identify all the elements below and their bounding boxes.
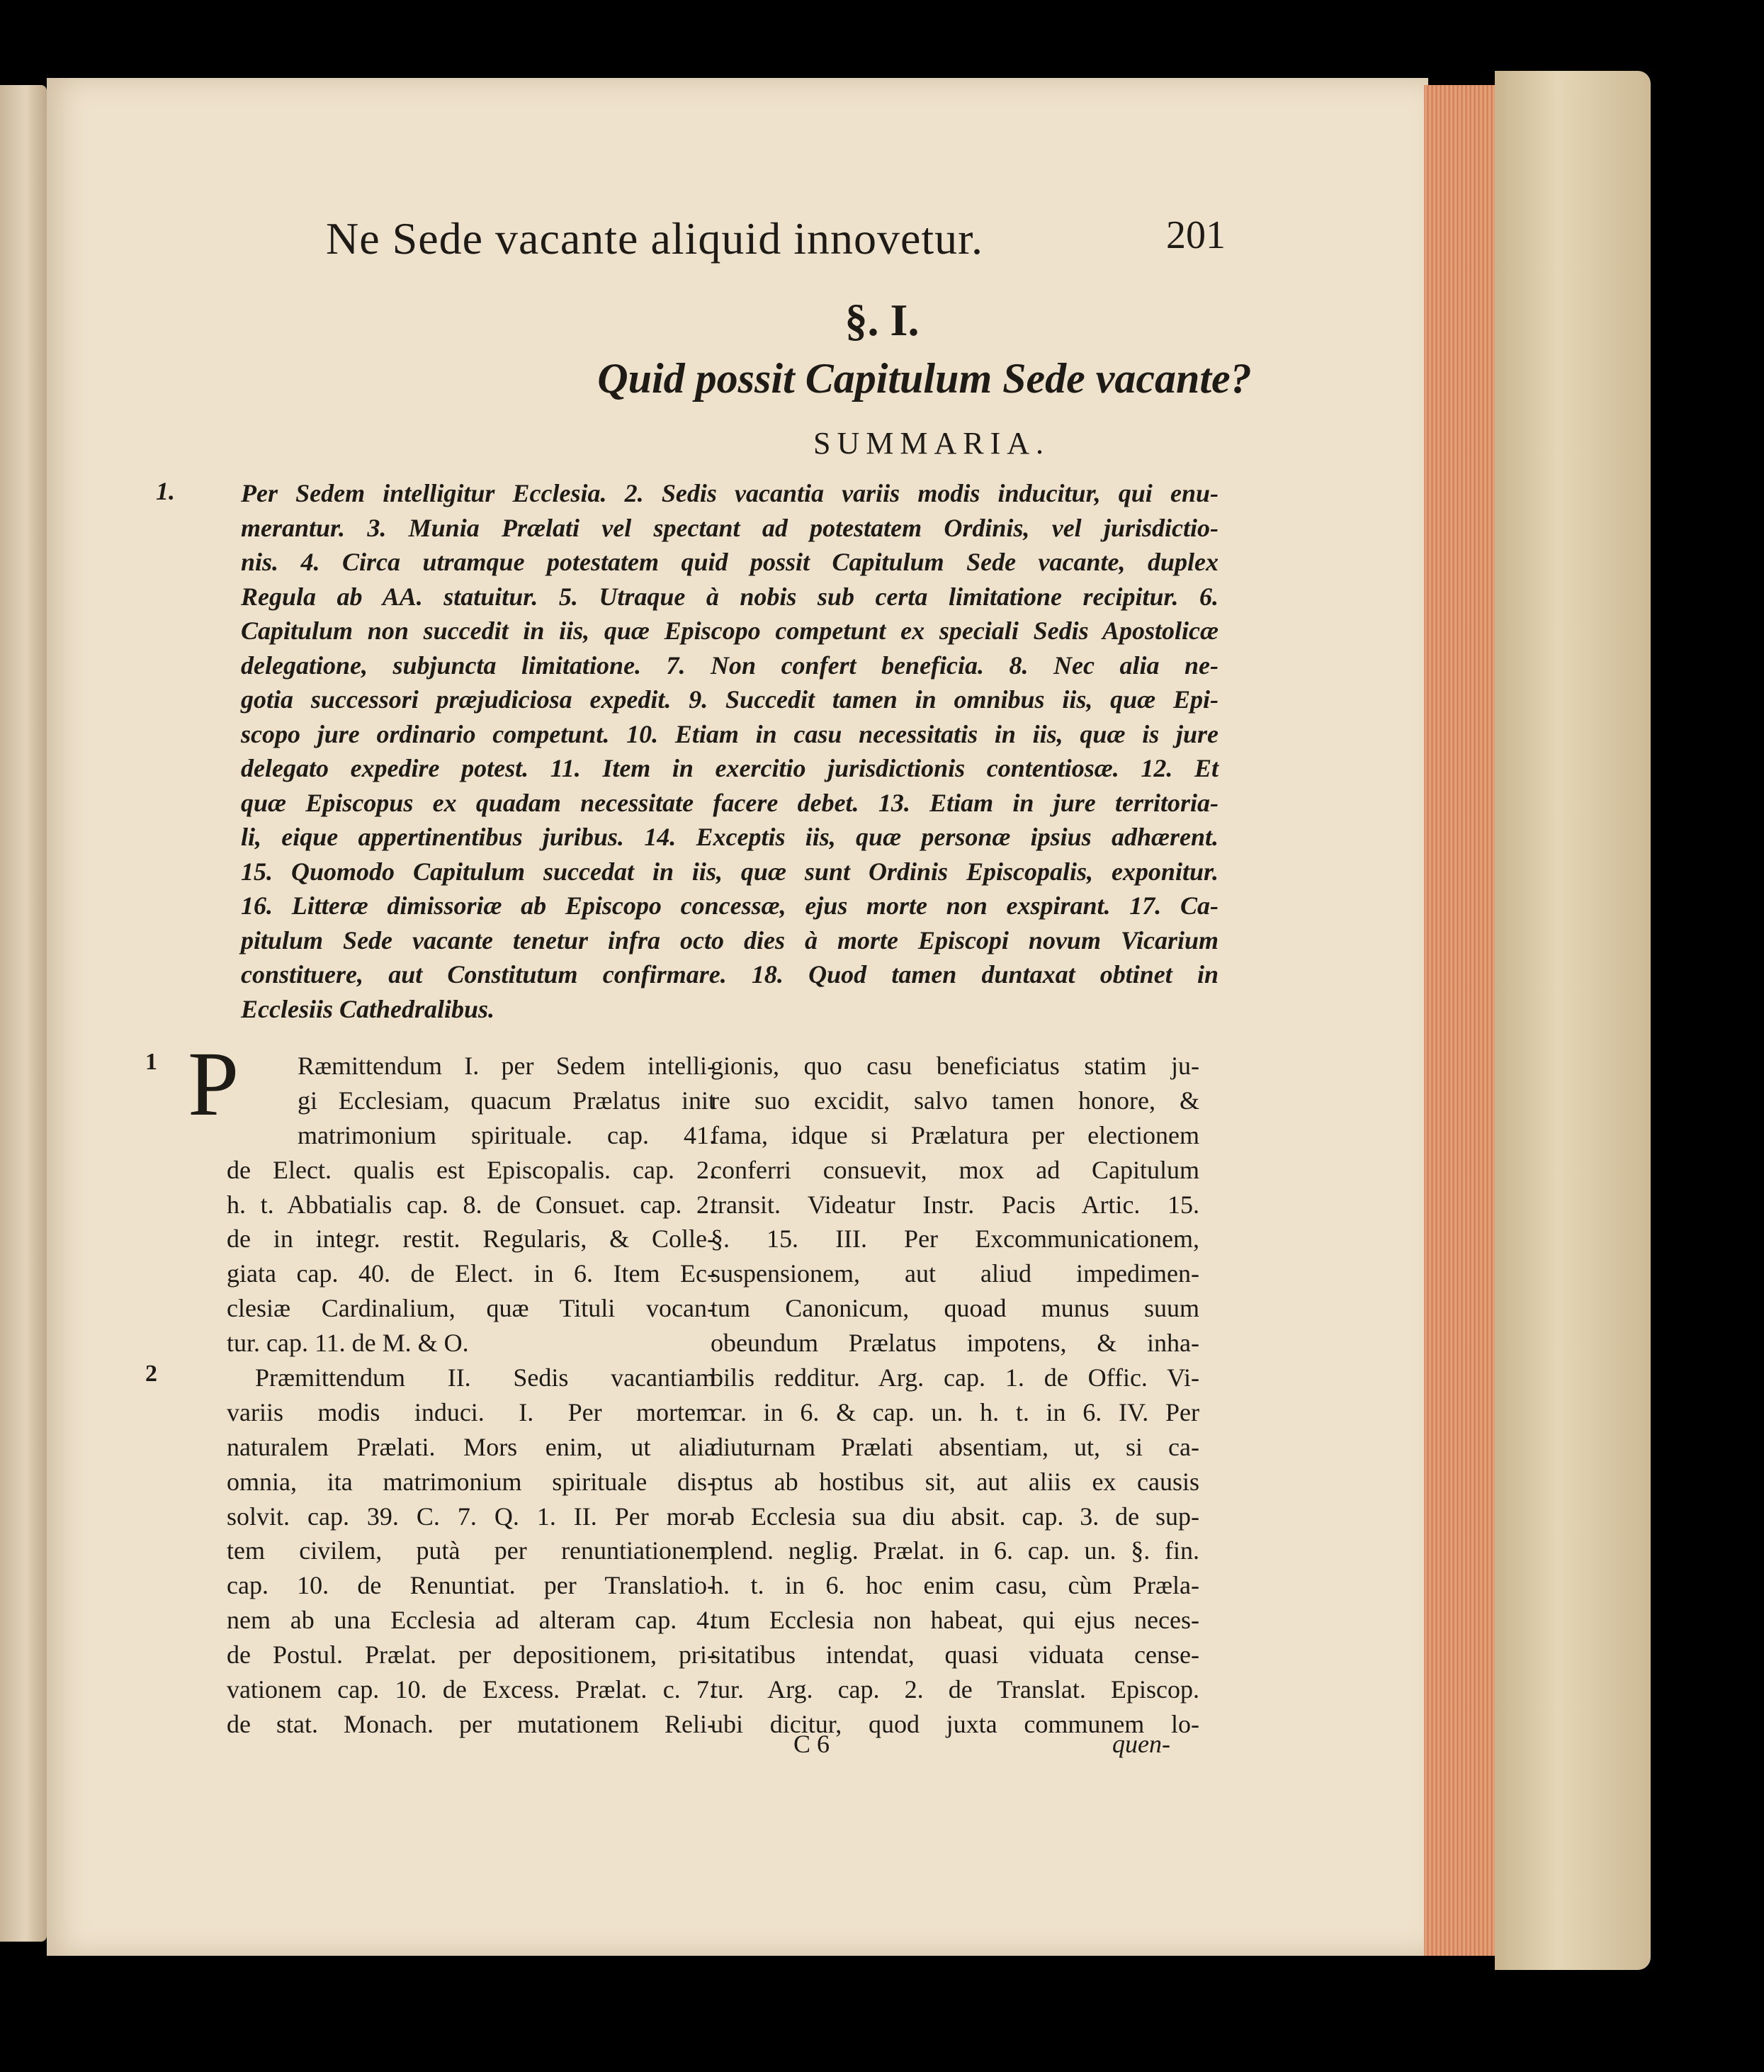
body-line: conferri consuevit, mox ad Capitulum xyxy=(711,1155,1199,1184)
signature-mark: C 6 xyxy=(793,1730,830,1758)
summary-line: delegato expedire potest. 11. Item in exercitio jurisdictionis contentiosæ. 12. Et xyxy=(241,754,1219,782)
summary-line: scopo jure ordinario competunt. 10. Etiam in casu necessitatis in iis, quæ is jure xyxy=(241,719,1219,748)
summary-line: pitulum Sede vacante tenetur infra octo dies à morte Episcopi novum Vicarium xyxy=(241,925,1219,955)
body-line: car. in 6. & cap. un. h. t. in 6. IV. Per xyxy=(711,1397,1199,1426)
body-line: tur. cap. 11. de M. & O. xyxy=(227,1329,469,1358)
page-number: 201 xyxy=(1166,213,1226,257)
body-line: tur. Arg. cap. 2. de Translat. Episcop. xyxy=(711,1675,1199,1704)
body-line: variis modis induci. I. Per mortem xyxy=(227,1397,716,1426)
body-line: de Elect. qualis est Episcopalis. cap. 2. xyxy=(227,1155,716,1184)
drop-cap: P xyxy=(188,1033,239,1135)
body-line: tum Canonicum, quoad munus suum xyxy=(711,1294,1199,1323)
body-line: obeundum Prælatus impotens, & inha- xyxy=(711,1329,1199,1358)
running-head xyxy=(326,213,1226,276)
body-line: gionis, quo casu beneficiatus statim ju- xyxy=(711,1052,1199,1080)
body-line: cap. 10. de Renuntiat. per Translatio- xyxy=(227,1571,716,1600)
summary-line: nis. 4. Circa utramque potestatem quid possit Capitulum Sede vacante, duplex xyxy=(241,548,1219,576)
body-line: suspensionem, aut aliud impedimen- xyxy=(711,1259,1199,1288)
body-line: ubi dicitur, quod juxta communem lo- xyxy=(711,1709,1199,1738)
body-line: transit. Videatur Instr. Pacis Artic. 15. xyxy=(711,1190,1199,1219)
body-line: de stat. Monach. per mutationem Reli- xyxy=(227,1709,716,1738)
summary-block xyxy=(156,476,1219,1026)
body-line: solvit. cap. 39. C. 7. Q. 1. II. Per mor- xyxy=(227,1502,716,1531)
summary-line: Regula ab AA. statuitur. 5. Utraque à nobis sub certa limitatione recipitur. 6. xyxy=(241,582,1219,611)
body-line: gi Ecclesiam, quacum Prælatus init xyxy=(298,1086,716,1115)
body-line: tem civilem, putà per renuntiationem xyxy=(227,1536,716,1565)
summary-line: gotia successori præjudiciosa expedit. 9. Succedit tamen in omnibus iis, quæ Epi- xyxy=(241,685,1219,714)
body-line: plend. neglig. Prælat. in 6. cap. un. §. fin. xyxy=(711,1536,1199,1565)
body-line: giata cap. 40. de Elect. in 6. Item Ec- xyxy=(227,1259,716,1288)
body-line: Præmittendum II. Sedis vacantiam xyxy=(255,1363,716,1392)
body-line: omnia, ita matrimonium spirituale dis- xyxy=(227,1467,716,1496)
body-line: Ræmittendum I. per Sedem intelli- xyxy=(298,1052,716,1080)
body-line: naturalem Prælati. Mors enim, ut alia xyxy=(227,1432,716,1461)
body-line: vationem cap. 10. de Excess. Prælat. c. 7. xyxy=(227,1675,716,1704)
body-line: matrimonium spirituale. cap. 41. xyxy=(298,1120,716,1149)
summary-line: Ecclesiis Cathedralibus. xyxy=(241,994,495,1023)
body-line: sitatibus intendat, quasi viduata cense- xyxy=(711,1640,1199,1670)
right-column xyxy=(711,1049,1199,1742)
section-mark: §. I. xyxy=(844,295,920,345)
body-line: re suo excidit, salvo tamen honore, & xyxy=(711,1086,1199,1115)
margin-number: 2 xyxy=(145,1361,157,1387)
body-line: §. 15. III. Per Excommunicationem, xyxy=(711,1224,1199,1254)
catchword: quen- xyxy=(1112,1730,1170,1758)
summary-line: li, eique appertinentibus juribus. 14. Exceptis iis, quæ personæ ipsius adhærent. xyxy=(241,823,1219,851)
body-line: h. t. Abbatialis cap. 8. de Consuet. cap. 2. xyxy=(227,1190,716,1219)
summary-line: delegatione, subjuncta limitatione. 7. Non confert beneficia. 8. Nec alia ne- xyxy=(241,651,1219,680)
body-line: ptus ab hostibus sit, aut aliis ex causis xyxy=(711,1467,1199,1496)
summary-line: 15. Quomodo Capitulum succedat in iis, quæ sunt Ordinis Episcopalis, exponitur. xyxy=(241,857,1219,886)
body-line: de Postul. Prælat. per depositionem, pri- xyxy=(227,1640,716,1670)
body-line: fama, idque si Prælatura per electionem xyxy=(711,1120,1199,1149)
body-line: nem ab una Ecclesia ad alteram cap. 4. xyxy=(227,1606,716,1635)
body-line: bilis redditur. Arg. cap. 1. de Offic. Vi- xyxy=(711,1363,1199,1392)
margin-number: 1 xyxy=(145,1049,157,1075)
body-line: de in integr. restit. Regularis, & Colle- xyxy=(227,1224,716,1254)
left-column xyxy=(227,1049,716,1742)
body-line: tum Ecclesia non habeat, qui ejus neces- xyxy=(711,1606,1199,1635)
summary-line: quæ Episcopus ex quadam necessitate facere debet. 13. Etiam in jure territoria- xyxy=(241,788,1219,817)
summary-line: 16. Litteræ dimissoriæ ab Episcopo concessæ, ejus morte non exspirant. 17. Ca- xyxy=(241,891,1219,920)
section-title: Quid possit Capitulum Sede vacante? xyxy=(597,355,1252,402)
body-line: ab Ecclesia sua diu absit. cap. 3. de sup- xyxy=(711,1502,1199,1531)
summary-line: merantur. 3. Munia Prælati vel spectant ad potestatem Ordinis, vel jurisdictio- xyxy=(241,513,1219,542)
body-line: h. t. in 6. hoc enim casu, cùm Præla- xyxy=(711,1571,1199,1600)
body-line: diuturnam Prælati absentiam, ut, si ca- xyxy=(711,1432,1199,1461)
running-title: Ne Sede vacante aliquid innovetur. xyxy=(326,213,983,264)
summary-first-number: 1. xyxy=(156,477,175,505)
body-line: clesiæ Cardinalium, quæ Tituli vocan- xyxy=(227,1294,716,1323)
summary-line: constituere, aut Constitutum confirmare. 18. Quod tamen duntaxat obtinet in xyxy=(241,960,1219,989)
summaria-heading: SUMMARIA. xyxy=(813,426,1051,461)
summary-line: Capitulum non succedit in iis, quæ Episcopo competunt ex speciali Sedis Apostolicæ xyxy=(241,616,1219,645)
summary-line: Per Sedem intelligitur Ecclesia. 2. Sedis vacantia variis modis inducitur, qui enu- xyxy=(241,479,1219,507)
